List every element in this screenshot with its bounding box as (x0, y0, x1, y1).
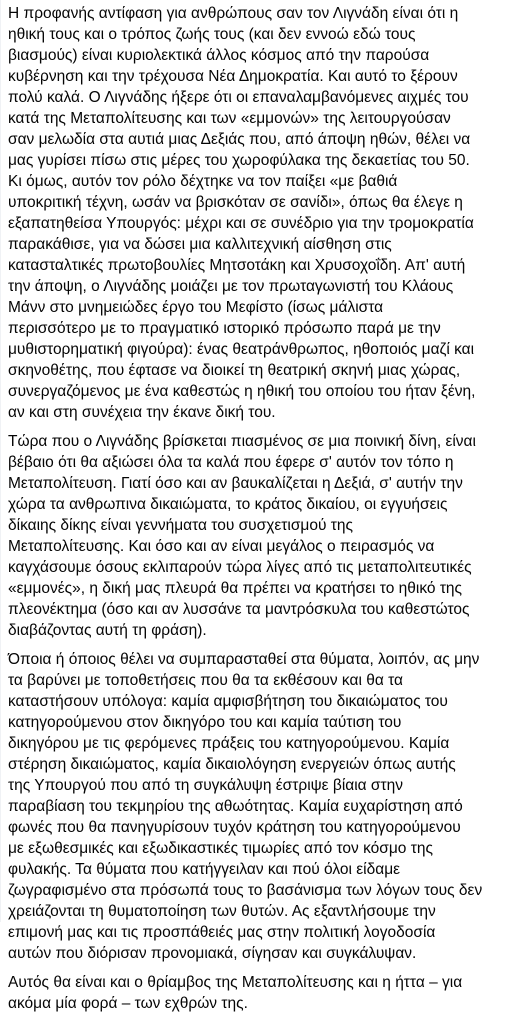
paragraph-1 (8, 3, 518, 423)
text-line: αυτών που διόρισαν προνομιακά, σίγησαν και συγκάλυψαν. (8, 945, 417, 962)
text-line: της Υπουργού που από τη συγκάλυψη έστριψε βίαια στην (8, 777, 403, 794)
text-line: την άποψη, ο Λιγνάδης μοιάζει με τον πρωταγωνιστή του Κλάους (8, 278, 454, 295)
text-line: στέρηση δικαιώματος, καμία δικαιολόγηση ενεργειών όπως αυτής (8, 756, 456, 773)
text-line: Μάνν στο μνημειώδες έργο του Μεφίστο (ίσως μάλιστα (8, 299, 384, 316)
text-line: παρακάθισε, για να δώσει μια καλλιτεχνική αίσθηση στις (8, 236, 392, 253)
text-line: δίκαιης δίκης είναι γεννήματα του συσχετισμού της (8, 517, 353, 534)
paragraph-2 (8, 431, 518, 641)
text-line: κατηγορούμενου στον δικηγόρο του και καμία ταύτιση του (8, 714, 402, 731)
text-line: συνεργαζόμενος με ένα καθεστώς η ηθική του οποίου του ήταν ξένη, (8, 383, 476, 400)
text-line: καταστήσουν υπόλογα: καμία αμφισβήτηση του δικαιώματος του (8, 693, 448, 710)
text-line: δικηγόρου με τις φερόμενες πράξεις του κατηγορούμενου. Καμία (8, 735, 450, 752)
text-line: χώρα τα ανθρωπινα δικαιώματα, το κράτος δικαίου, οι εγγυήσεις (8, 496, 448, 513)
text-line: Όποια ή όποιος θέλει να συμπαρασταθεί στα θύματα, λοιπόν, ας μην (8, 651, 480, 668)
text-line: βιασμούς) είναι κυριολεκτικά άλλος κόσμος από την παρούσα (8, 47, 430, 64)
text-line: πλεονέκτημα (όσο και αν λυσσάνε τα μαντρόσκυλα του καθεστώτος (8, 601, 470, 618)
text-line: χρειάζονται τη θυματοποίηση των θυτών. Ας εξαντλήσουμε την (8, 903, 436, 920)
text-line: «εμμονές», η δική μας πλευρά θα πρέπει να κρατήσει το ηθικό της (8, 580, 463, 597)
post-body (8, 3, 518, 1022)
text-line: σκηνοθέτης, που έφτασε να διοικεί τη θεατρική σκηνή μιας χώρας, (8, 362, 461, 379)
text-line: ακόμα μία φορά – των εχθρών της. (8, 995, 248, 1012)
text-line: Τώρα που ο Λιγνάδης βρίσκεται πιασμένος σε μια ποινική δίνη, είναι (8, 433, 476, 450)
paragraph-4 (8, 972, 518, 1014)
page-edge (0, 0, 1, 922)
text-line: αν και στη συνέχεια την έκανε δική του. (8, 404, 276, 421)
text-line: υποκριτική τέχνη, ωσάν να βρισκόταν σε σανίδι», όπως θα έλεγε η (8, 194, 463, 211)
text-line: Αυτός θα είναι και ο θρίαμβος της Μεταπολίτευσης και η ήττα – για (8, 974, 463, 991)
text-line: βέβαιο ότι θα αξιώσει όλα τα καλά που έφερε σ' αυτόν τον τόπο η (8, 454, 454, 471)
text-line: σαν μελωδία στα αυτιά μιας Δεξιάς που, από άποψη ηθών, θέλει να (8, 131, 471, 148)
text-line: ηθική τους και ο τρόπος ζωής τους (και δεν εννοώ εδώ τους (8, 26, 416, 43)
text-line: τα βαρύνει με τοποθετήσεις που θα τα εκθέσουν και θα τα (8, 672, 403, 689)
text-line: κατά της Μεταπολίτευσης και των «εμμονών» της λειτουργούσαν (8, 110, 451, 127)
text-line: κατασταλτικές πρωτοβουλίες Μητσοτάκη και Χρυσοχοΐδη. Απ' αυτή (8, 257, 466, 274)
text-line: καγχάσουμε όσους εκλιπαρούν τώρα λίγες από τις μεταπολιτευτικές (8, 559, 472, 576)
text-line: μας γυρίσει πίσω στις μέρες του χωροφύλακα της δεκαετίας του 50. (8, 152, 470, 169)
text-line: φυλακής. Τα θύματα που κατήγγειλαν και πού όλοι είδαμε (8, 861, 401, 878)
text-line: εξαπατηθείσα Υπουργός: μέχρι και σε συνέδριο για την τρομοκρατία (8, 215, 474, 232)
text-line: μυθιστορηματική φιγούρα): ένας θεατράνθρωπος, ηθοποιός μαζί και (8, 341, 475, 358)
text-line: περισσότερο με το πραγματικό ιστορικό πρόσωπο παρά με την (8, 320, 441, 337)
text-line: πολύ καλά. Ο Λιγνάδης ήξερε ότι οι επαναλαμβανόμενες αιχμές του (8, 89, 469, 106)
text-line: επιμονή μας και τις προσπάθειές μας στην πολιτική λογοδοσία (8, 924, 436, 941)
text-line: Μεταπολίτευσης. Και όσο και αν είναι μεγάλος ο πειρασμός να (8, 538, 435, 555)
text-line: ζωγραφισμένο στα πρόσωπά τους το βασάνισμα των λόγων τους δεν (8, 882, 483, 899)
text-line: Η προφανής αντίφαση για ανθρώπους σαν τον Λιγνάδη είναι ότι η (8, 5, 459, 22)
text-line: παραβίαση του τεκμηρίου της αθωότητας. Καμία ευχαρίστηση από (8, 798, 463, 815)
text-line: διαβάζοντας αυτή τη φράση). (8, 622, 207, 639)
text-line: κυβέρνηση και την τρέχουσα Νέα Δημοκρατία. Και αυτό το ξέρουν (8, 68, 458, 85)
text-line: Κι όμως, αυτόν τον ρόλο δέχτηκε να τον παίξει «με βαθιά (8, 173, 398, 190)
text-line: Μεταπολίτευση. Γιατί όσο και αν βαυκαλίζεται η Δεξιά, σ' αυτήν την (8, 475, 463, 492)
text-line: φωνές που θα πανηγυρίσουν τυχόν κράτηση του κατηγορούμενου (8, 819, 461, 836)
paragraph-3 (8, 649, 518, 964)
text-line: με εξωθεσμικές και εξωδικαστικές τιμωρίες από τον κόσμο της (8, 840, 433, 857)
